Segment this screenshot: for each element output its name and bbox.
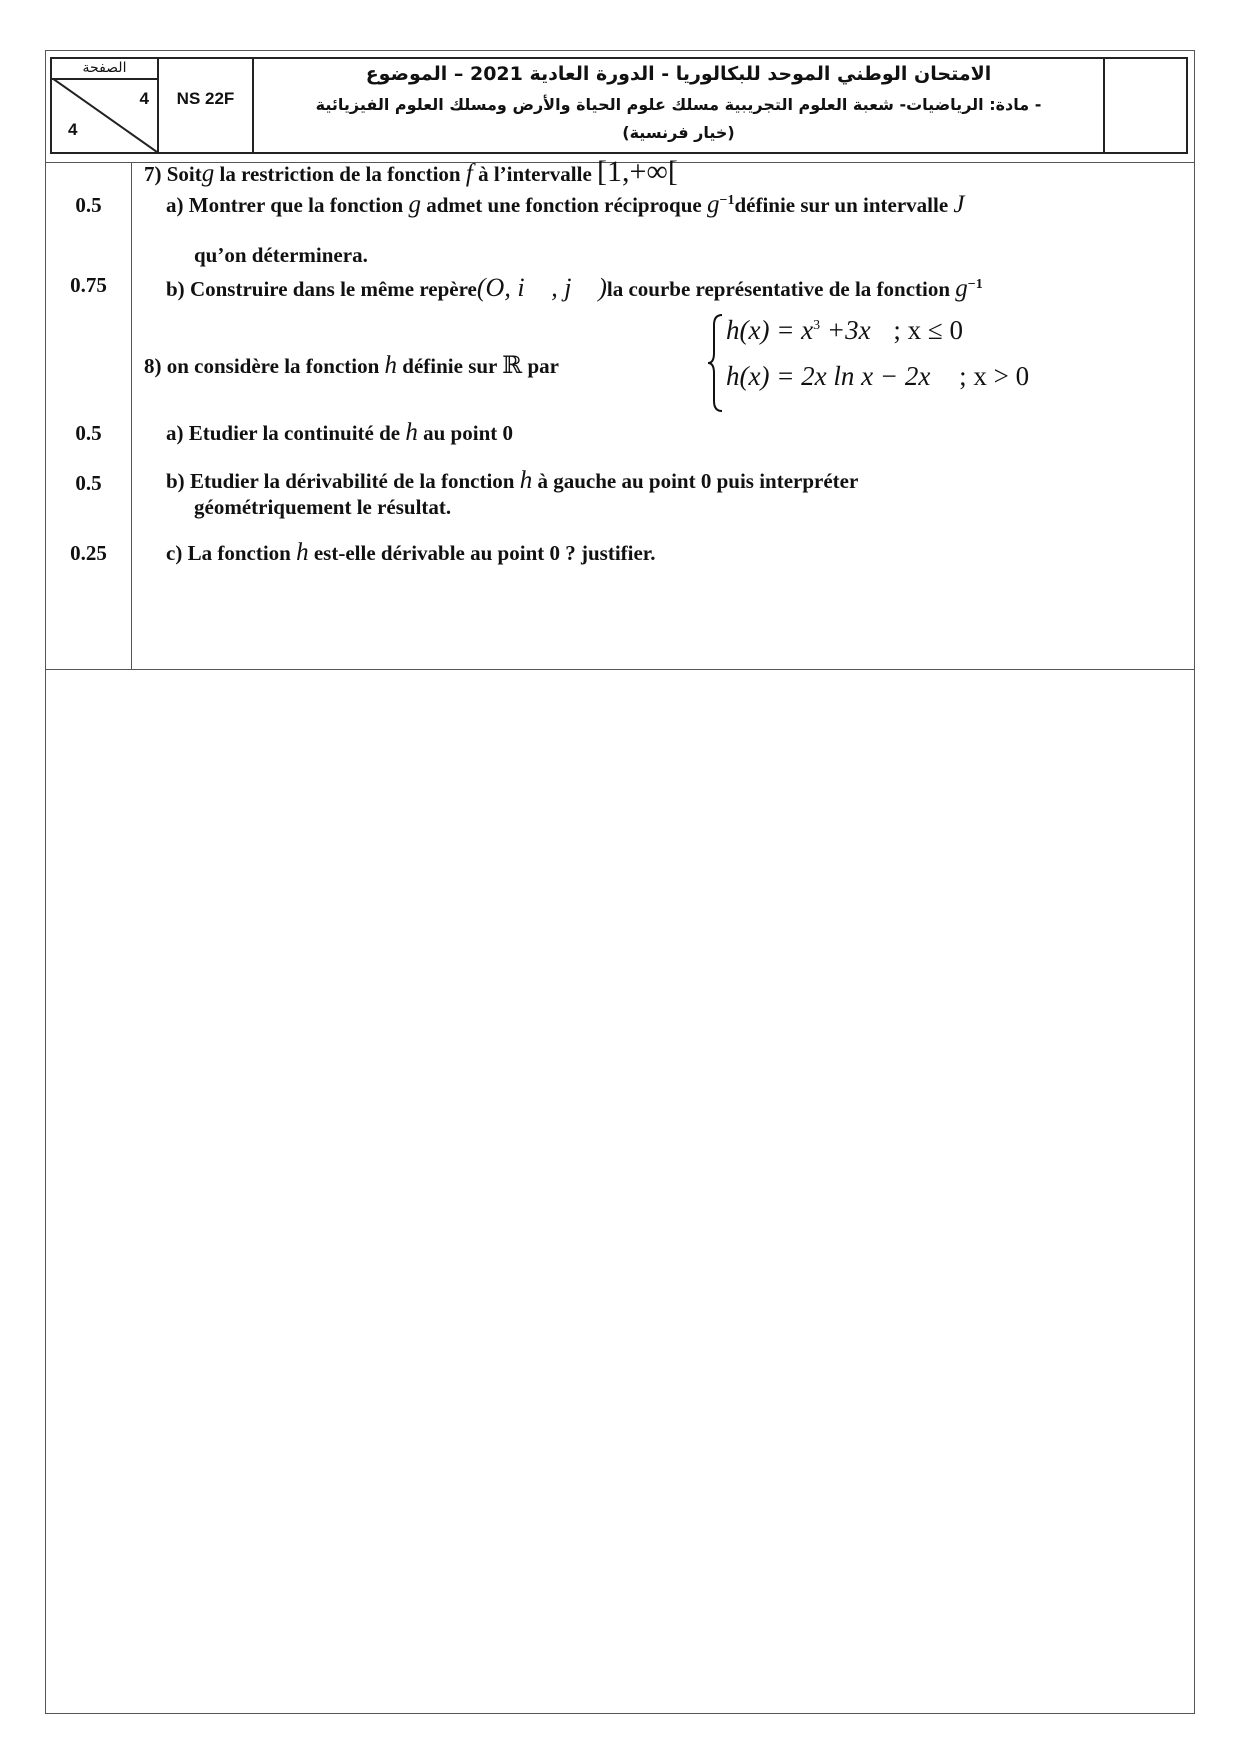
- question-8b-label: b): [166, 469, 185, 493]
- exam-header: [50, 57, 1188, 154]
- score-7a: 0.5: [75, 193, 102, 217]
- text-8-intro: 8) on considère la fonction: [144, 354, 380, 378]
- inverse-exponent: −1: [967, 277, 983, 292]
- question-8b: [166, 467, 858, 495]
- question-7b: [166, 273, 983, 303]
- text-restriction: la restriction de la fonction: [219, 162, 461, 186]
- exam-code-cell: [159, 59, 254, 152]
- symbol-f: f: [465, 160, 473, 187]
- page-label: الصفحة: [52, 59, 157, 80]
- exam-title-cell: [254, 59, 1105, 152]
- piecewise-definition: [706, 313, 1046, 413]
- text-8a-1: Etudier la continuité de: [188, 421, 401, 445]
- exam-title: الامتحان الوطني الموحد للبكالوريا - الدورة العادية 2021 – الموضوع: [365, 63, 992, 85]
- interval-notation: [1,+∞[: [597, 155, 678, 188]
- question-7a-cont: qu’on déterminera.: [194, 243, 368, 267]
- question-8b-cont: géométriquement le résultat.: [194, 495, 452, 519]
- question-8a-label: a): [166, 421, 184, 445]
- text-8b-1: Etudier la dérivabilité de la fonction: [189, 469, 515, 493]
- text-soit: Soit: [166, 162, 202, 186]
- empty-cell: [1105, 59, 1185, 152]
- exam-code: NS 22F: [176, 89, 235, 108]
- case1-lhs: h(x) = x: [726, 315, 814, 345]
- frame-notation: (O, i⃗ , j⃗ ): [476, 273, 607, 302]
- question-8c: [166, 539, 655, 567]
- question-7a: [166, 191, 965, 219]
- text-par: par: [527, 354, 559, 378]
- symbol-reals: ℝ: [502, 353, 523, 379]
- text-7a-3: définie sur un intervalle: [734, 193, 949, 217]
- symbol-g: g: [408, 191, 421, 218]
- score-column: [46, 163, 132, 669]
- symbol-h: h: [384, 352, 398, 379]
- symbol-h: h: [296, 539, 309, 566]
- question-8c-label: c): [166, 541, 183, 565]
- case1-condition: ; x ≤ 0: [893, 315, 963, 345]
- score-8a: 0.5: [75, 421, 102, 445]
- text-interval: à l’intervalle: [478, 162, 592, 186]
- question-7a-label: a): [166, 193, 184, 217]
- case1-rhs: +3x: [820, 315, 871, 345]
- inverse-exponent: −1: [719, 193, 735, 208]
- page-number: 4: [139, 89, 149, 108]
- page-number-cell: [52, 59, 159, 152]
- score-7b: 0.75: [70, 273, 107, 297]
- page-total: 4: [68, 120, 78, 139]
- text-8b-2: à gauche au point 0 puis interpréter: [537, 469, 859, 493]
- symbol-g-inverse: g: [706, 191, 720, 218]
- symbol-g: g: [201, 160, 215, 187]
- question-8a: [166, 419, 513, 447]
- question-8: [144, 351, 559, 380]
- text-7b-1: Construire dans le même repère: [189, 277, 477, 301]
- symbol-h: h: [519, 467, 533, 494]
- text-8c-2: est-elle dérivable au point 0 ? justifier.: [313, 541, 656, 565]
- question-7: [144, 155, 678, 189]
- symbol-g-inverse: g: [955, 275, 968, 302]
- text-8-intro2: définie sur: [402, 354, 497, 378]
- case2-condition: ; x > 0: [959, 361, 1030, 391]
- text-8c-1: La fonction: [187, 541, 291, 565]
- text-7a-1: Montrer que la fonction: [188, 193, 404, 217]
- symbol-J: J: [953, 191, 965, 218]
- score-8b: 0.5: [75, 471, 102, 495]
- text-8a-2: au point 0: [423, 421, 513, 445]
- text-7b-2: la courbe représentative de la fonction: [606, 277, 951, 301]
- left-brace: [706, 313, 726, 413]
- exam-language-option: (خيار فرنسية): [622, 123, 735, 142]
- text-7a-2: admet une fonction réciproque: [426, 193, 702, 217]
- case2-expression: h(x) = 2x ln x − 2x: [726, 361, 931, 391]
- case-x-positive: [726, 361, 1029, 392]
- questions-table: [45, 155, 1195, 670]
- case1-exponent: 3: [813, 318, 821, 333]
- symbol-h: h: [405, 419, 418, 446]
- score-8c: 0.25: [70, 541, 107, 565]
- question-7b-label: b): [166, 277, 185, 301]
- question-7-number: 7): [144, 162, 162, 186]
- exam-subject: - مادة: الرياضيات- شعبة العلوم التجريبية مسلك علوم الحياة والأرض ومسلك العلوم الفيزيائية: [315, 95, 1042, 114]
- case-x-nonpositive: [726, 315, 963, 346]
